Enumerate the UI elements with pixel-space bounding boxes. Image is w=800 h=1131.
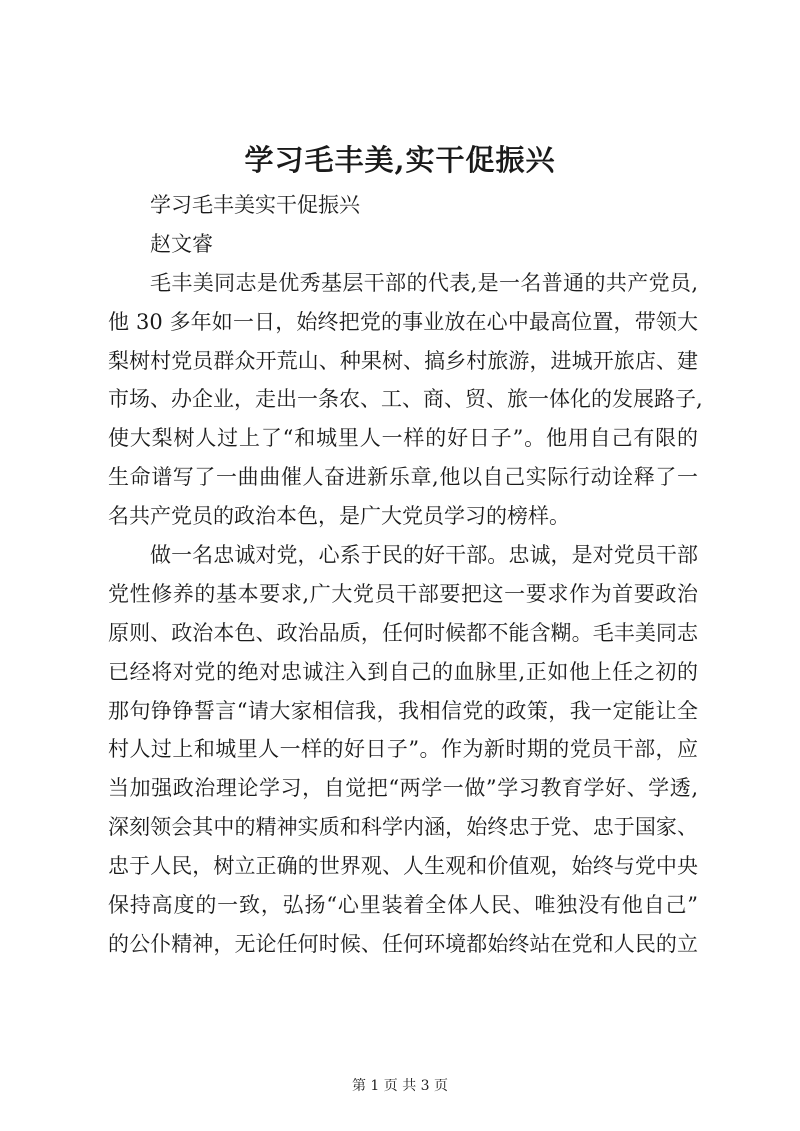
subtitle-line: 学习毛丰美实干促振兴 xyxy=(150,193,360,217)
paragraph-line: 深刻领会其中的精神实质和科学内涵，始终忠于党、忠于国家、 xyxy=(108,815,698,840)
paragraph-line: 生命谱写了一曲曲催人奋进新乐章,他以自己实际行动诠释了一 xyxy=(108,465,698,490)
paragraph-line: 原则、政治本色、政治品质，任何时候都不能含糊。毛丰美同志 xyxy=(108,620,698,645)
page-footer: 第 1 页 共 3 页 xyxy=(351,1078,449,1094)
paragraph-line: 做一名忠诚对党，心系于民的好干部。忠诚，是对党员干部 xyxy=(150,543,698,568)
paragraph-line: 村人过上和城里人一样的好日子”。作为新时期的党员干部，应 xyxy=(108,737,698,762)
document-body xyxy=(108,186,703,964)
paragraph-line: 市场、办企业，走出一条农、工、商、贸、旅一体化的发展路子, xyxy=(108,387,703,412)
paragraph-line: 已经将对党的绝对忠诚注入到自己的血脉里,正如他上任之初的 xyxy=(108,659,698,684)
paragraph-line: 使大梨树人过上了“和城里人一样的好日子”。他用自己有限的 xyxy=(108,426,698,451)
paragraph-line: 梨树村党员群众开荒山、种果树、搞乡村旅游，进城开旅店、建 xyxy=(108,348,698,373)
paragraph-line: 当加强政治理论学习，自觉把“两学一做”学习教育学好、学透, xyxy=(108,776,698,801)
paragraph-line: 名共产党员的政治本色，是广大党员学习的榜样。 xyxy=(108,504,570,529)
paragraph-line: 忠于人民，树立正确的世界观、人生观和价值观，始终与党中央 xyxy=(108,854,698,879)
document-title: 学习毛丰美,实干促振兴 xyxy=(244,143,556,177)
author-line: 赵文睿 xyxy=(150,231,213,256)
paragraph-line: 毛丰美同志是优秀基层干部的代表,是一名普通的共产党员, xyxy=(150,270,698,295)
paragraph-line: 的公仆精神，无论任何时候、任何环境都始终站在党和人民的立 xyxy=(108,931,698,956)
paragraph-line: 党性修养的基本要求,广大党员干部要把这一要求作为首要政治 xyxy=(108,581,698,606)
paragraph-line: 那句铮铮誓言“请大家相信我，我相信党的政策，我一定能让全 xyxy=(108,698,698,723)
paragraph-line: 保持高度的一致，弘扬“心里装着全体人民、唯独没有他自己” xyxy=(108,893,698,918)
paragraph-line: 他 30 多年如一日，始终把党的事业放在心中最高位置，带领大 xyxy=(108,309,698,334)
